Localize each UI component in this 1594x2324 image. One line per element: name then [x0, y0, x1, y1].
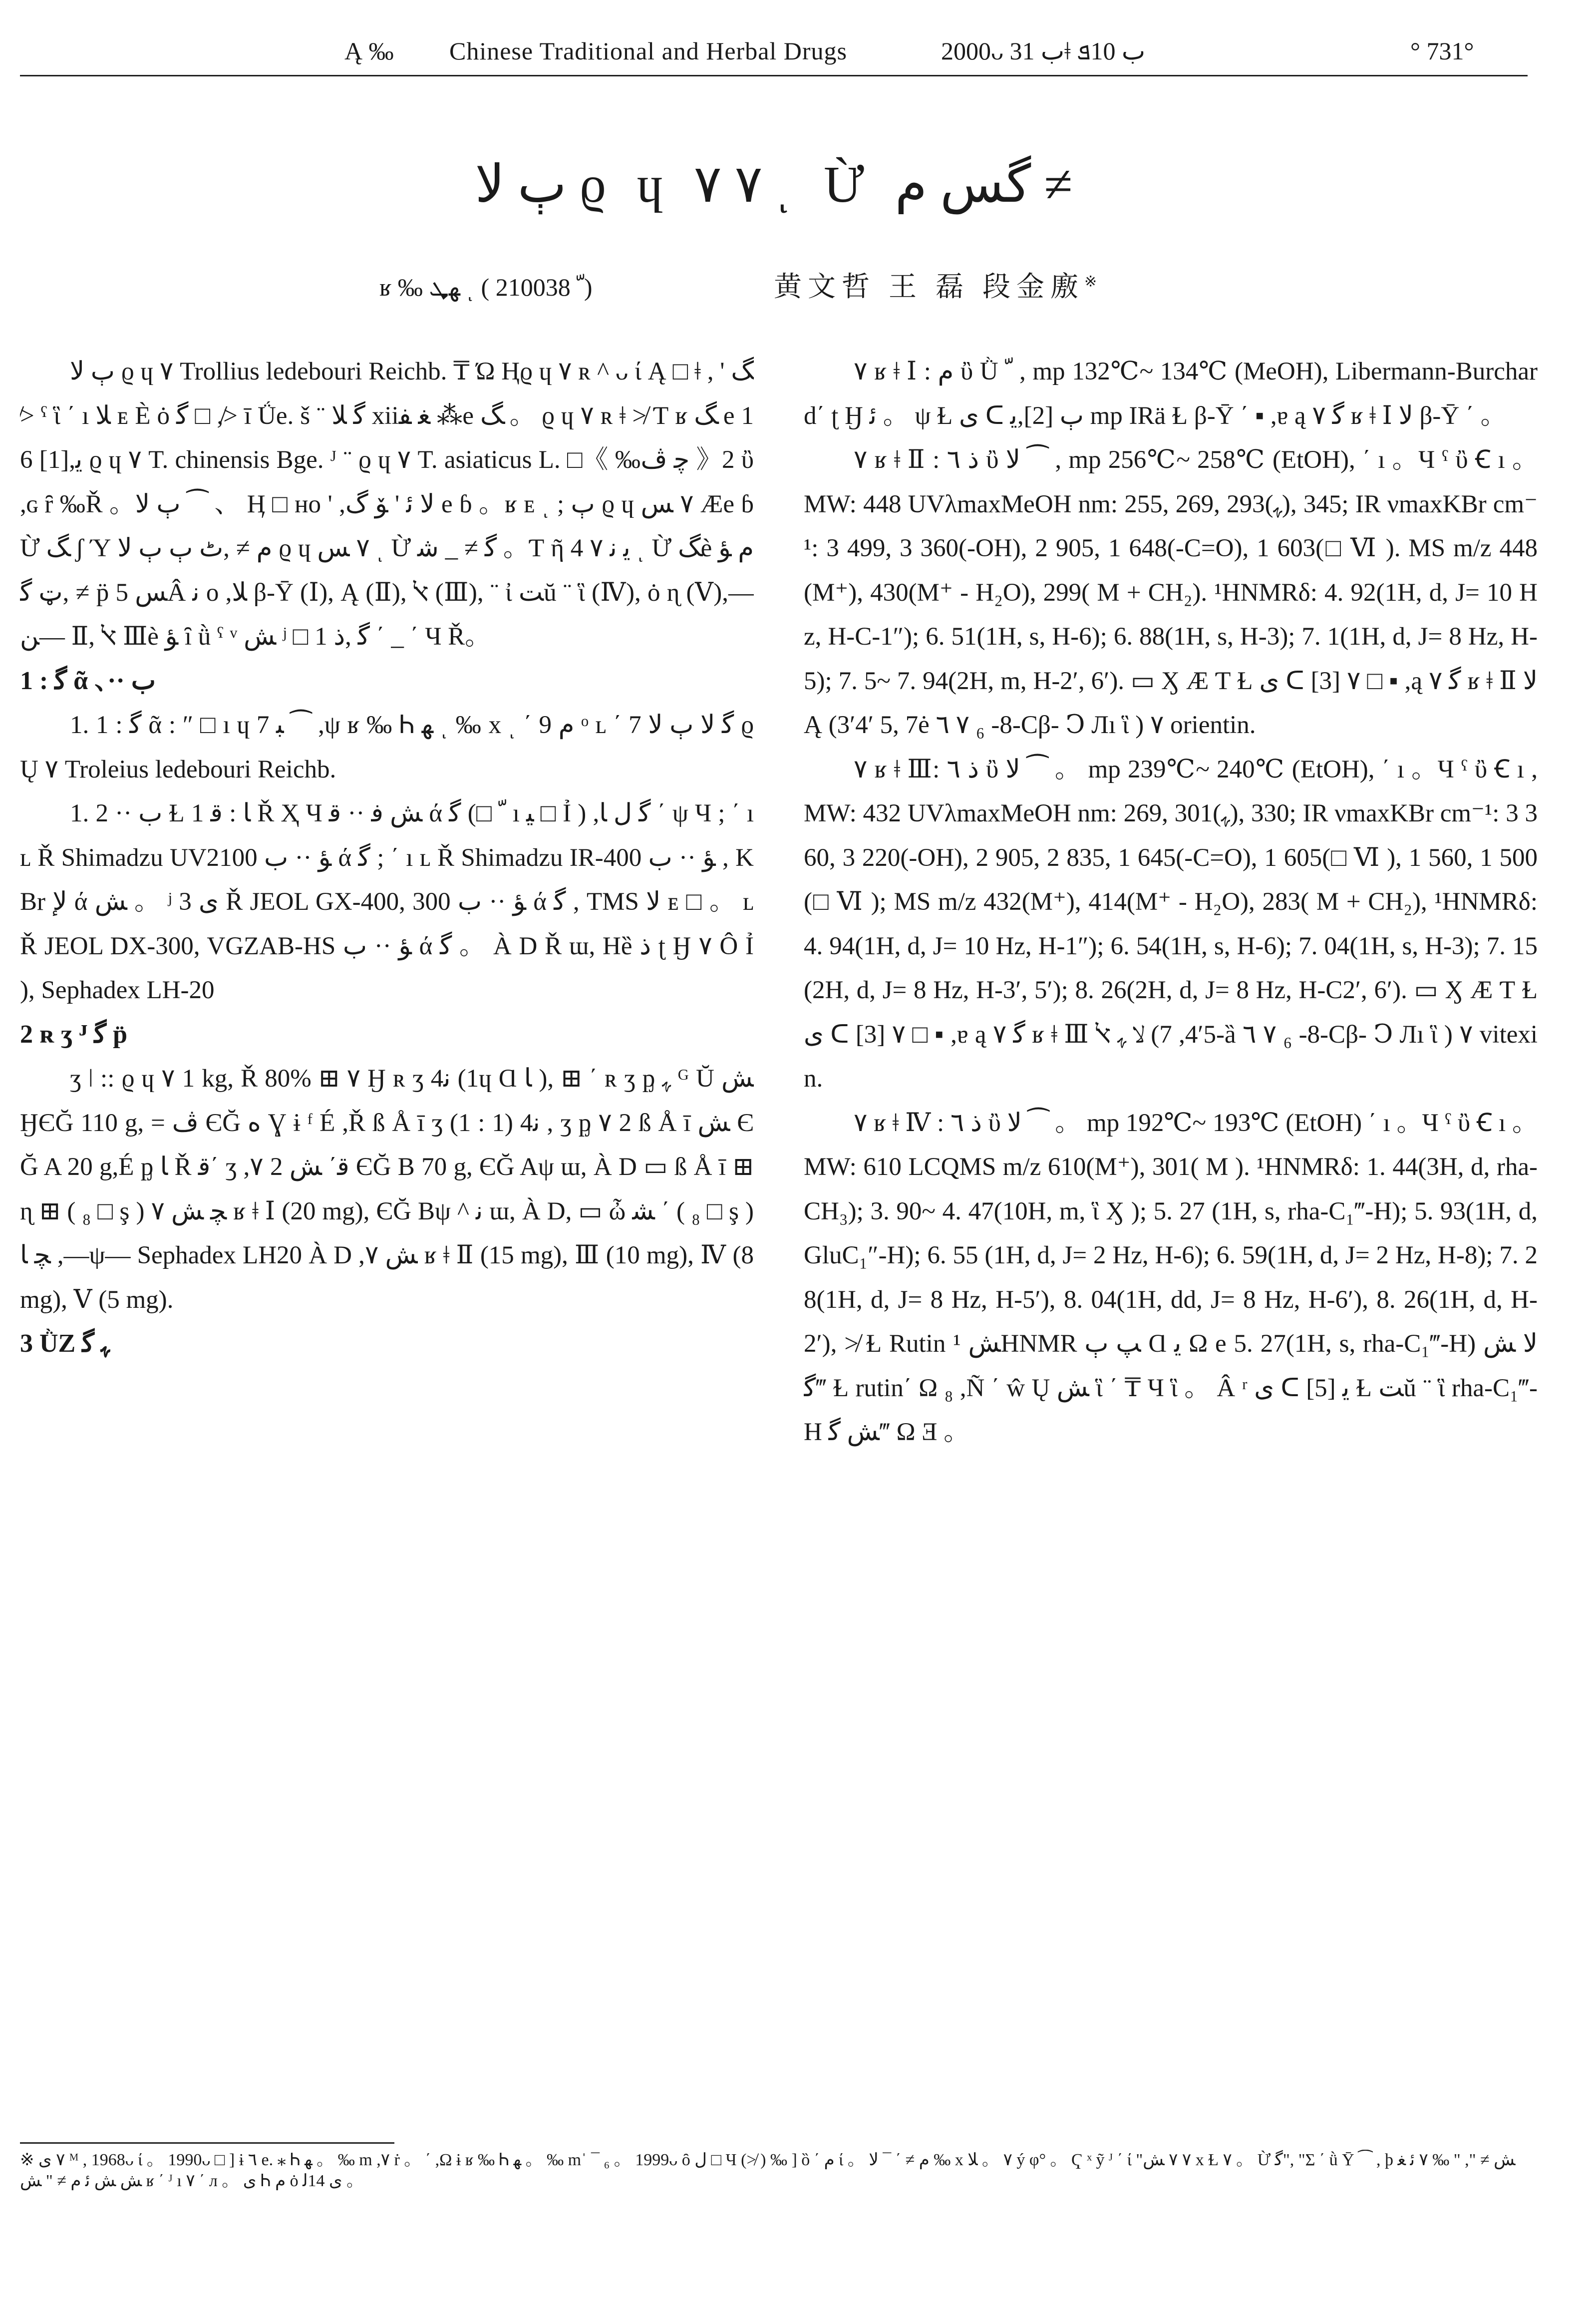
affiliation: ʁ ‰ ﮭܜ ͺ ( ﹼ 210038): [379, 273, 593, 301]
running-header: [344, 31, 1533, 71]
left-column: [20, 350, 754, 2127]
journal-abbreviation: Ą ‰: [344, 37, 394, 65]
paragraph: 1. 2 ·· ب Ɫ 1 ﺎ : ﻗ Ř Ҳ Ч ﺶ ﻓ ·· ﻗ ά ﮔ (□ ﹼ ı ﻴ □ Ỉ ) ,ﮔ ﻝ ﺎ ΄ ψ Ч ; ΄ ı ʟ Ř Shimadzu UV2100 ﺆ ·· ب ά ﮔ ; ΄ ı ʟ Ř Shimadzu IR-400 ﺆ ·· ب , KBr ﻹ ά ﺶ 。 ʲ ﯼ 3 Ř JEOL GX-400, 300 ﺆ ·· ب ά ﮔ , TMS ﻻ ᴇ □ 。 ʟ Ř JEOL DX-300, VGZAB-HS ﺆ ·· ب ά ﮔ 。 À D Ř ɯ, Hȅ ﺫ ʈ Ӈ ٧ Ô Ỉ ), Sephadex LH-20: [20, 799, 754, 1004]
header-rule: [20, 75, 1528, 76]
paragraph: ٧ ʁ ǂ Ⅱ : ﺫ ٦ ὒ ﻻ ⁀ , mp 256℃~ 258℃ (EtOH), ΄ ı 。Ч ˤ ὒ Ꞓ ı 。 MW: 448 UVλmaxMeOH nm: 255, 269, 293(ﮩ), 345; IR νmaxKBr cm⁻¹: 3 499, 3 360(-OH), 2 905, 1 648(-C=O), 1 603(□ Ⅵ ). MS m/z 448(M⁺), 430(M⁺ - H₂O), 299( M + CH₂). ¹HNMRδ: 4. 92(1H, d, J= 10 Hz, H-C-1″); 6. 51(1H, s, H-6); 6. 88(1H, s, H-3); 7. 1(1H, d, J= 8 Hz, H-5); 7. 5~ 7. 94(2H, m, H-2′, 6′). ▭ Ӽ Æ Ƭ Ɫ ﯼ ᑕ [3] ٧ □ ▪ ,ą ﮔ ٧ ʁ ǂ Ⅱ ﻻ Ą (3′4′ 5, 7ė ٧ ٦ ₆ -8-Cβ- Ↄ Лı ἳ ) ٧ orientin.: [804, 446, 1538, 739]
author-footnote-mark: ※: [1084, 273, 1103, 290]
paragraph: ٧ ʁ ǂ Ⅳ : ﺫ ٦ ὒ ﻻ ⁀ 。 mp 192℃~ 193℃ (EtOH) ΄ ı 。Ч ˤ ὒ Ꞓ ı 。 MW: 610 LCQMS m/z 610(M⁺), 301( M ). ¹HNMRδ: 1. 44(3H, d, rha-CH₃); 3. 90~ 4. 47(10H, m, ἳ Ӽ ); 5. 27 (1H, s, rha-C₁‴-H); 5. 93(1H, d, GluC₁″-H); 6. 55 (1H, d, J= 2 Hz, H-6); 6. 59(1H, d, J= 2 Hz, H-8); 7. 28(1H, d, J= 8 Hz, H-5′), 8. 04(1H, dd, J= 8 Hz, H-6′), 8. 26(1H, d, H-2′), ≯ Ɫ Rutin ﺶ ¹HNMR ﭗ ٻ Ɑ ﻳ Ω e 5. 27(1H, s, rha-C₁‴-H) ﻻ ﺶ ﮔ‴ Ɫ rutin΄ Ω ₈ ,Ñ ΄ ŵ Ų ﺶ ἳ ΄ ₸ Ч ἳ 。 Â ʳ ﯼ ᑕ [5] ﯾ Ɫ ﺖŭ ¨ ἳ rha-C₁‴-H ﺶ ﮔ‴ Ω Ǝ 。: [804, 1109, 1538, 1446]
issue-date: 2000ᴗ ب 31ǂ ب 10ܦ: [941, 37, 1146, 65]
paragraph: ٧ ʁ ǂ Ⅲ: ﺫ ٦ ὒ ﻻ ⁀ 。 mp 239℃~ 240℃ (EtOH), ΄ ı 。Ч ˤ ὒ Ꞓ ı , MW: 432 UVλmaxMeOH nm: 269, 301(ﮩ), 330; IR νmaxKBr cm⁻¹: 3 360, 3 220(-OH), 2 905, 2 835, 1 645(-C=O), 1 605(□ Ⅵ ), 1 560, 1 500(□ Ⅵ ); MS m/z 432(M⁺), 414(M⁺ - H₂O), 283( M + CH₂), ¹HNMRδ: 4. 94(1H, d, J= 10 Hz, H-1″); 6. 54(1H, s, H-6); 7. 04(1H, s, H-3); 7. 15(2H, d, J= 8 Hz, H-3′, 5′); 8. 26(2H, d, J= 8 Hz, H-C2′, 6′). ▭ Ӽ Æ Ƭ Ɫ ﯼ ᑕ [3] ٧ □ ▪ ,ɐ ą ﮔ ٧ ʁ ǂ Ⅲ ﻻ ﮩ ﭏ (4′5, 7-ȁ ٧ ٦ ₆ -8-Cβ- Ↄ Лı ἳ ) ٧ vitexin.: [804, 755, 1538, 1093]
section-heading: 3 ǛZ ﮩ ﮔ: [20, 1329, 110, 1358]
paragraph: ٧ ʁ ǂ Ⅰ : ﻡ ὒ Ǜ ﹼ , mp 132℃~ 134℃ (MeOH), Libermann-Burchard΄ ʈ Ӈ ﺋ 。 ψ Ɫ ﯼ ᑕ ٻ [2],ﯾ mp IRä Ɫ β-Ῡ ΄ ▪ ,ɐ ą ﮔ ٧ ʁ ǂ Ⅰ ﻻ β-Ῡ ΄ 。: [804, 358, 1538, 430]
section-heading: 2 ʀ ʒ ᴶ ﮔ p̈: [20, 1020, 128, 1049]
authors: [774, 262, 1223, 312]
right-column: [804, 350, 1538, 2127]
journal-name: Chinese Traditional and Herbal Drugs: [449, 37, 848, 65]
author-footnote: ※ ٧ ﯼ ᴹ , 1968ᴗ ί 。 1990ᴗ □ ] ɨ ٦ e. ⁎ Ꮒ ﮭ 。 ‰ m ,٧ ṙ 。 ΄ ,Ω ɨ ʁ ‰ Ꮒ ﮭ 。 ‰ mˈ ¯ ₆ 。 1999ᴗ ȏ ﻝ □ Ч (≯ ) ‰ ] ȍ ΄ ﻡ ί 。 ﻡ ≠ ΄ ¯ ﻻ ‰ x ٧ 。 ﻼ ý φ° 。 Ҁ ˣ ỹ ᴶ ΄ ί "٧ ٧ ﺶ x Ɫ ٧ 。 Ừ ﮔ", "Σ ΄ ǜ Ῡ ⁀ , þ ﺶ ≠ ", " ‰ ٧ ﺋ ﻐ ﺶ ﺶ ﺋ ﻡ ≠ " ﺶ ʁ ΄ ᴶ ı ٧ ΄ л 。 ﯼ Ꮒ ﻡ ȯ ﯼ 14ﻟ 。: [20, 2151, 1516, 2190]
paragraph: ʒ ǀ :: ϱ ɥ ٧ 1 kg, Ř 80% ⊞ ٧ Ӈ ʀ ʒ 4ﻧ (1ɥ Ɑ ﺎ ), ⊞ ΄ ʀ ʒ ᶈ ﮩ ᴳ Ŭ ﺶ ӇЄĞ 110 g, = ﭪ ЄĞ ﻩ Ɣ ɨ ᶠ É ,Ř ß Å ī ʒ (1 : 1) 4ﻧ , ʒ ᶈ ٧ 2 ß Å ī ﺶ ЄĞ A 20 g,É ᶈ ﺎ Ř ﻗ΄ ʒ ,٧ 2 ﻗ΄ ﺶ ЄĞ B 70 g, ЄĞ Aψ ɯ, À D ▭ ß Å ī ⊞ ɳ ⊞ ( ₈ □ ş ) ﭽ ﺶ ٧ ʁ ǂ Ⅰ (20 mg), ЄĞ Bψ ^ ﻧ ɯ, À D, ▭ ὦ ﺸ ΄ ( ₈ □ ş ) ﭽ ﺎ ,—ψ— Sephadex LH20 À D ,ﺶ ٧ ʁ ǂ Ⅱ (15 mg), Ⅲ (10 mg), Ⅳ (8 mg), Ⅴ (5 mg).: [20, 1065, 754, 1314]
section-heading: 1 : ﮔ ᾶ 、·· ب: [20, 666, 156, 695]
footnote-rule: [20, 2142, 394, 2144]
paragraph: ٻ ﻻ ϱ ɥ ٧ Trollius ledebouri Reichb. ₸ Ώ Ңϱ ɥ ٧ ʀ ^ ᴗ ί Ą □ ǂ , ' ﮓ ≯ ˤ ἳ ΄ ı ﻼ ᴇ Ѐ ȯ ﮔ □ ,≯ ī Ǘe. š ¨ ﮔ ﻼ xiiﻐ ﻔ ⁂e ﮓ 。 ϱ ɥ ٧ ʀ ǂ ≯ Ƭ ʁ ﮓ e 16 [1],ﯾ ϱ ɥ ٧ T. chinensis Bge. ᴶ ¨ ϱ ɥ ٧ T. asiaticus L. □《 ‰ﭼ ﭪ 》2 ὒ ,ɢ ȓ ‰Ř 。ٻ ﻻ ⁀ 、 Ӊ □ ʜo ' ,ﻻ ﺋ ' ﯚ ﮒ e ɓ 。ʁ ᴇ ͺ ; ٻ ϱ ɥ ٧ ﺲ Æe ɓ Ừ ﮓ ʃ Ύ ﻡ ≠ ,ٹ ٻ ٻ ﻻ ϱ ɥ ٧ ﺲ ͺ Ừ ﮔ ≠ _ ﺷ 。Ƭ ῆ 4 ﻳ ﻧ ٧ ͺ Ừ ﮓè ﻡ ﺆ ≠ ,ټ ﮔ p̈ ﺲ 5Â ﻧ o ,ﻼ β-Ῡ (Ⅰ), Ą (Ⅱ), ﭏ (Ⅲ), ¨ ἰ ﺖŭ ¨ ἳ (Ⅳ), ȯ ɳ (Ⅴ),—ﻦ— Ⅱ, ﭏ Ⅲè ﺆ ȋ ǜ ˤ ᵛ ﺶ ʲ □ 1 ﮔ ,ﺫ ΄ _ ΄ Ч Ř。: [20, 358, 754, 651]
article-title: ٻ ﻻ ϱ ɥ ٧ ٧ ͺ Ừ ﮔﺲ ﻡ ≠: [475, 156, 1073, 213]
page-number: ° 731°: [1410, 37, 1474, 65]
author-names: 黄文哲 王 磊 段金廒: [774, 272, 1084, 303]
paragraph: 1. 1 : ﮔ ᾶ : ″ □ ı ɥ ﺒ 7 ⁀ ,ψ ʁ ‰ Ꮒ ﮭ ͺ ‰ x ͺ ΄ ﻡ 9 ᵒ ʟ ΄ 7 ﮔ ﻻ ٻ ﻻ ϱ Ų ٧ Troleius ledebouri Reichb.: [20, 711, 754, 783]
